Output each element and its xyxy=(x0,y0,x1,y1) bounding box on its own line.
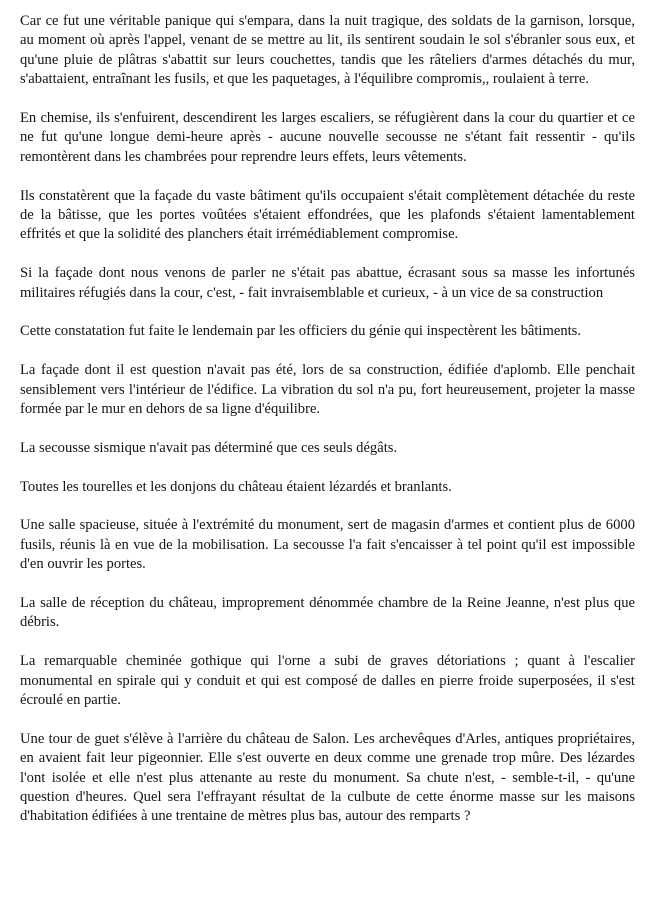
paragraph-2: En chemise, ils s'enfuirent, descendirent les larges escaliers, se réfugièrent dans la cour du quartier et ce ne fut qu'une longue demi-heure après - aucune nouvelle secousse ne s'étant fait ressentir - qu'ils remontèrent dans les chambrées pour reprendre leurs effets, leurs vêtements. xyxy=(20,110,635,165)
paragraph-1: Car ce fut une véritable panique qui s'empara, dans la nuit tragique, des soldats de la garnison, lorsque, au moment où après l'appel, venant de se mettre au lit, ils sentirent soudain le sol s'ébranler sous eux, et qu'une pluie de plâtras s'abattit sur leurs couchettes, tandis que les râteliers d'armes détachés du mur, s'abattaient, entraînant les fusils, et que les paquetages, à l'équilibre compromis,, roulaient à terre. xyxy=(20,13,635,88)
paragraph-9: Une salle spacieuse, située à l'extrémité du monument, sert de magasin d'armes et contient plus de 6000 fusils, réunis là en vue de la mobilisation. La secousse l'a fait s'encaisser à tel point qu'il est impossible d'en ouvrir les portes. xyxy=(20,517,635,573)
paragraph-6: La façade dont il est question n'avait pas été, lors de sa construction, édifiée d'aplomb. Elle penchait sensiblement vers l'intérieur de l'édifice. La vibration du sol n'a pu, fort heureusement, projeter la masse formée par le mur en dehors de sa ligne d'équilibre. xyxy=(20,362,635,418)
paragraph-8: Toutes les tourelles et les donjons du château étaient lézardés et branlants. xyxy=(20,478,452,495)
document-page xyxy=(20,12,635,827)
paragraph-5: Cette constatation fut faite le lendemain par les officiers du génie qui inspectèrent les bâtiments. xyxy=(20,323,581,340)
paragraph-3: Ils constatèrent que la façade du vaste bâtiment qu'ils occupaient s'était complètement détachée du reste de la bâtisse, que les portes voûtées s'étaient effondrées, que les plafonds s'étaient lamentablement effrités et que la solidité des planchers était irrémédiablement compromise. xyxy=(20,187,635,243)
paragraph-12: Une tour de guet s'élève à l'arrière du château de Salon. Les archevêques d'Arles, antiques propriétaires, en avaient fait leur pigeonnier. Elle s'est ouverte en deux comme une grenade trop mûre. Des lézardes l'ont isolée et elle n'est plus attenante au reste du monument. Sa chute n'est, - semble-t-il, - qu'une question d'heures. Quel sera l'effrayant résultat de la culbute de cette énorme masse sur les maisons d'habitation édifiées à une trentaine de mètres plus bas, autour des remparts ? xyxy=(20,730,635,825)
paragraph-4: Si la façade dont nous venons de parler ne s'était pas abattue, écrasant sous sa masse les infortunés militaires réfugiés dans la cour, c'est, - fait invraisemblable et curieux, - à un vice de sa construction xyxy=(20,265,635,301)
paragraph-7: La secousse sismique n'avait pas déterminé que ces seuls dégâts. xyxy=(20,439,398,456)
paragraph-10: La salle de réception du château, improprement dénommée chambre de la Reine Jeanne, n'est plus que débris. xyxy=(20,595,635,631)
paragraph-11: La remarquable cheminée gothique qui l'orne a subi de graves détoriations ; quant à l'escalier monumental en spirale qui y conduit et qui est composé de dalles en pierre froide superposées, il s'est écroulé en partie. xyxy=(20,653,635,709)
